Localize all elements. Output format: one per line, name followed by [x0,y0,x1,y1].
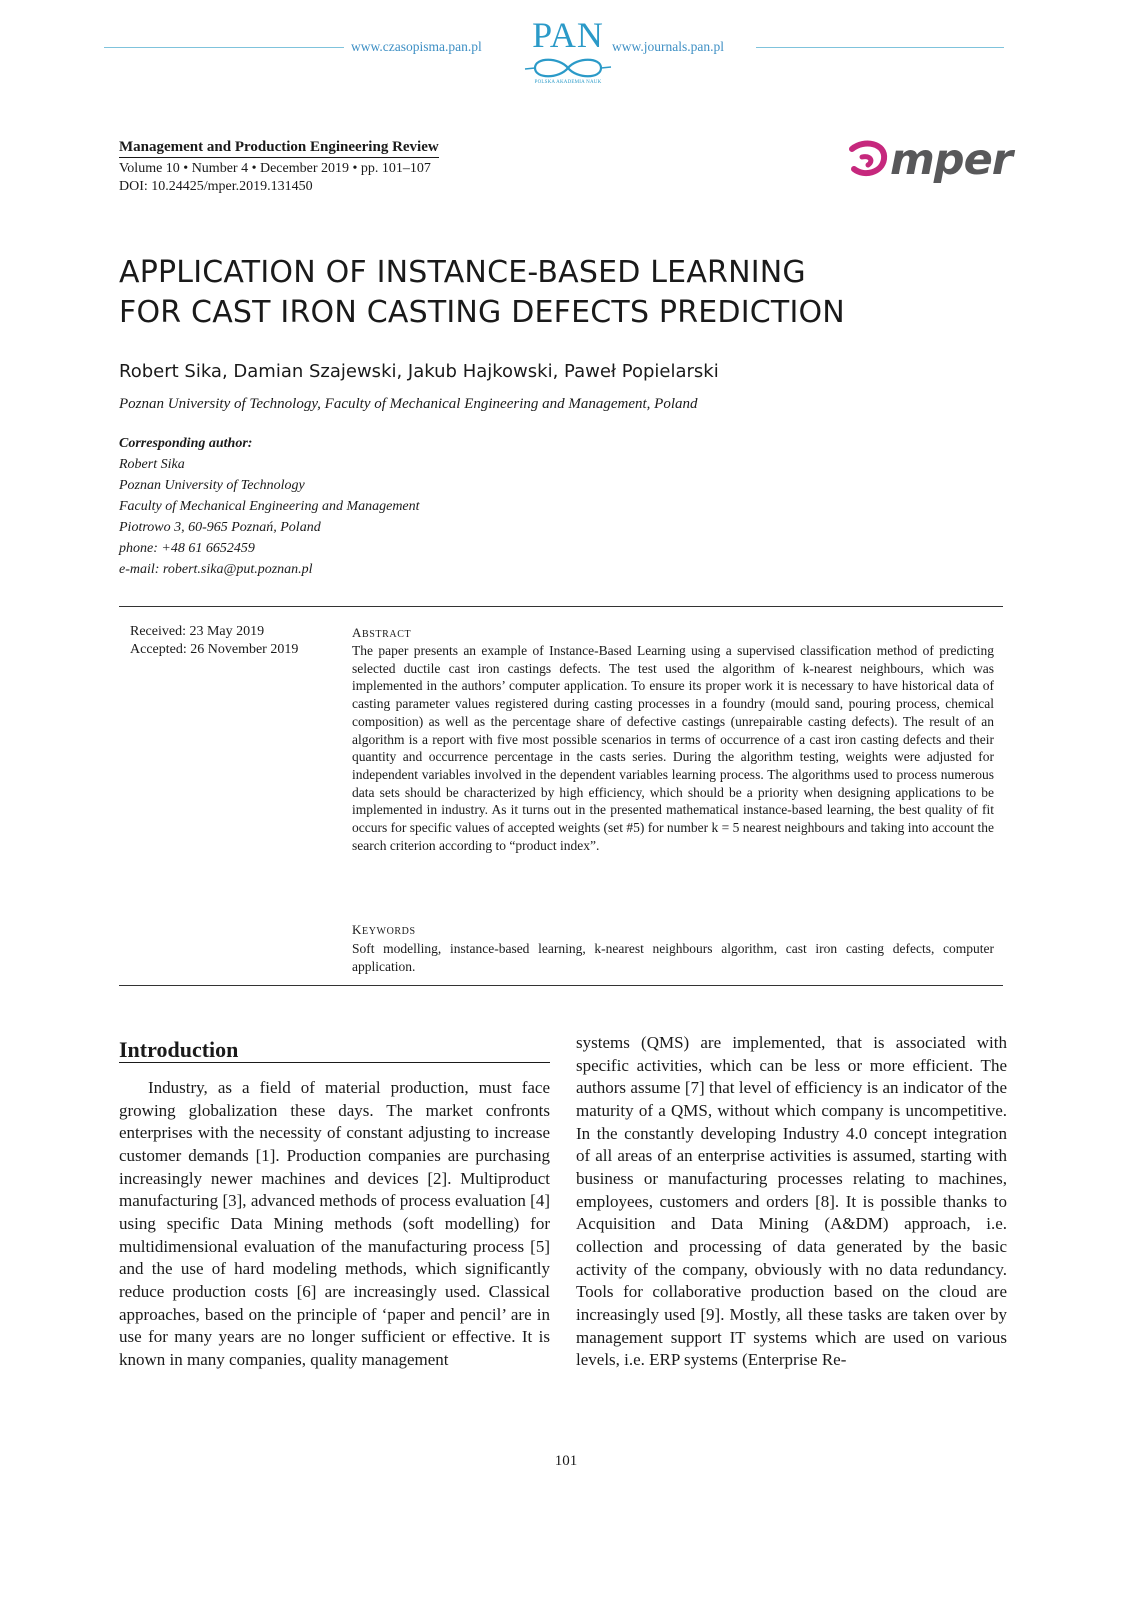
doi: DOI: 10.24425/mper.2019.131450 [119,179,313,194]
received-date: Received: 23 May 2019 [130,624,265,639]
authors: Robert Sika, Damian Szajewski, Jakub Hajkowski, Paweł Popielarski [119,361,719,382]
mper-logo [846,135,1012,197]
abstract-text: The paper presents an example of Instance-Based Learning using a supervised classification method of predicting selected ductile cast iron castings defects. The test used the algorithm of k-nearest neighbours, which was implemented in the authors’ computer application. To ensure its proper work it is necessary to have historical data of casting parameter values registered during casting processes in a foundry (mould sand, pouring process, chemical composition) as well as the percentage share of defective castings (unrepairable casting defects). The result of an algorithm is a report with five most possible scenarios in terms of occurrence of a cast iron casting defects and their quantity and occurrence percentage in the casts series. During the algorithm testing, weights were adjusted for independent variables involved in the dependent variables learning process. The algorithms used to process numerous data sets should be characterized by high efficiency, which should be a priority when designing applications to be implemented in industry. As it turns out in the presented mathematical instance-based learning, the best quality of fit occurs for specific values of accepted weights (set #5) for number k = 5 nearest neighbours and taking into account the search criterion according to “product index”. [352,643,994,853]
corresponding-email[interactable]: e-mail: robert.sika@put.poznan.pl [119,562,313,577]
abstract-top-rule [119,606,1003,607]
corresponding-phone: phone: +48 61 6652459 [119,541,255,556]
article-title-line-1: APPLICATION OF INSTANCE-BASED LEARNING [119,255,806,290]
corresponding-name: Robert Sika [119,457,185,472]
corresponding-address: Piotrowo 3, 60-965 Poznań, Poland [119,520,321,535]
affiliation: Poznan University of Technology, Faculty of Mechanical Engineering and Management, Poland [119,396,698,412]
pan-logo-caption: POLSKA AKADEMIA NAUK [534,80,602,85]
introduction-right-column: systems (QMS) are implemented, that is associated with specific activities, which can be less or more efficient. The authors assume [7] that level of efficiency is an indicator of the maturity of a QMS, without which company is uncompetitive. In the constantly developing Industry 4.0 concept integration of all areas of an enterprise activities is assumed, starting with business or manufacturing processes relating to machines, employees, customers and orders [8]. It is possible thanks to Acquisition and Data Mining (A&DM) approach, i.e. collection and processing of data generated by the basic activity of the company, obviously with no data redundancy. Tools for collaborative production based on the cloud are increasingly used [9]. Mostly, all these tasks are taken over by management support IT systems which are used on various levels, i.e. ERP systems (Enterprise Re- [576,1033,1007,1370]
accepted-date: Accepted: 26 November 2019 [130,642,299,657]
header-rule-left [104,47,344,48]
corresponding-university: Poznan University of Technology [119,478,305,493]
article-title-line-2: FOR CAST IRON CASTING DEFECTS PREDICTION [119,295,845,330]
journals-link[interactable]: www.journals.pan.pl [612,39,724,54]
abstract-heading: ABSTRACT [352,625,412,640]
introduction-heading: Introduction [119,1037,239,1062]
keywords-heading: KEYWORDS [352,922,416,937]
introduction-heading-rule [119,1062,550,1063]
pan-logo-text: PAN [532,15,604,55]
abstract-bottom-rule [119,985,1003,986]
corresponding-author-heading: Corresponding author: [119,436,253,451]
mper-logo-text: mper [890,135,1012,185]
pan-infinity-icon [521,55,615,81]
page-number: 101 [554,1453,578,1469]
keywords-text: Soft modelling, instance-based learning, k-nearest neighbours algorithm, cast iron casting defects, computer application. [352,941,994,974]
issue-info: Volume 10 • Number 4 • December 2019 • pp. 101–107 [119,161,431,176]
introduction-left-column: Industry, as a field of material production, must face growing globalization these days. The market confronts enterprises with the necessity of constant adjusting to increase customer demands [1]. Production companies are purchasing increasingly newer machines and devices [2]. Multiproduct manufacturing [3], advanced methods of process evaluation [4] using specific Data Mining methods (soft modelling) for multidimensional evaluation of the manufacturing process [5] and the use of hard modeling methods, which significantly reduce production costs [6] are increasingly used. Classical approaches, based on the principle of ‘paper and pencil’ are in use for many years are no longer sufficient or effective. It is known in many companies, quality management [119,1078,550,1369]
mper-swirl-icon [846,137,892,195]
corresponding-faculty: Faculty of Mechanical Engineering and Management [119,499,420,514]
journal-name: Management and Production Engineering Review [119,139,439,158]
header-rule-right [756,47,1004,48]
czasopisma-link[interactable]: www.czasopisma.pan.pl [351,39,482,54]
